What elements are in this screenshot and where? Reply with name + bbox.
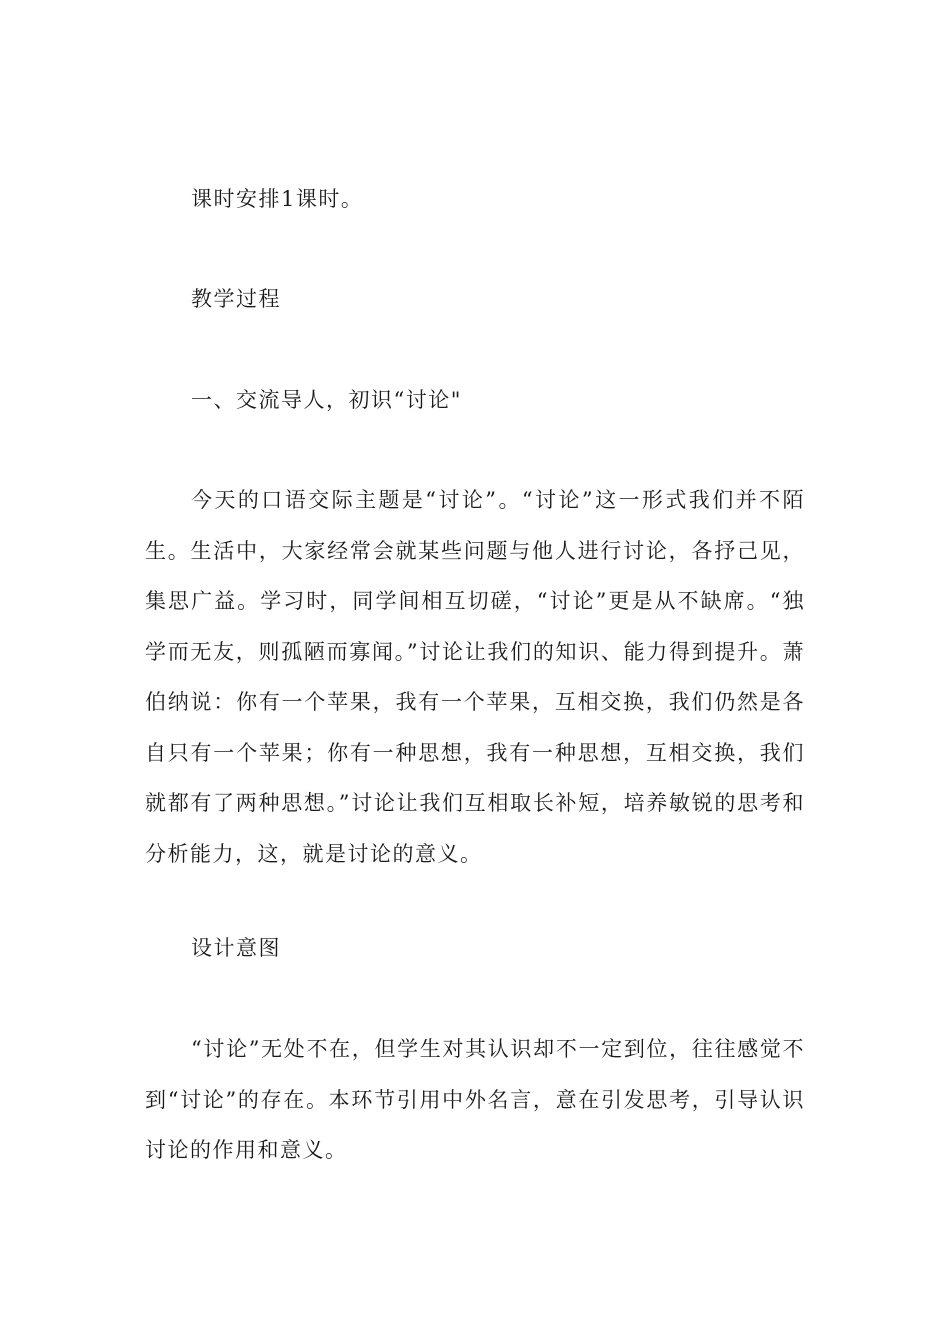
introduction-paragraph: 今天的口语交际主题是“讨论”。“讨论”这一形式我们并不陌生。生活中，大家经常会就某些问题与他人进行讨论，各抒己见，集思广益。学习时，同学间相互切磋，“讨论”更是从不缺席。“独学而无友，则孤陋而寡闻。”讨论让我们的知识、能力得到提升。萧伯纳说：你有一个苹果，我有一个苹果，互相交换，我们仍然是各自只有一个苹果；你有一种思想，我有一种思想，互相交换，我们就都有了两种思想。”讨论让我们互相取长补短，培养敏锐的思考和分析能力，这，就是讨论的意义。 xyxy=(145,488,805,866)
design-intent-paragraph: “讨论”无处不在，但学生对其认识却不一定到位，往往感觉不到“讨论”的存在。本环节引用中外名言，意在引发思考，引导认识讨论的作用和意义。 xyxy=(145,1037,805,1162)
design-intent-heading: 设计意图 xyxy=(191,936,281,960)
class-hours-paragraph: 课时安排1课时。 xyxy=(191,187,364,211)
teaching-process-heading: 教学过程 xyxy=(191,287,281,311)
section-one-heading: 一、交流导人，初识“讨论" xyxy=(191,388,462,412)
